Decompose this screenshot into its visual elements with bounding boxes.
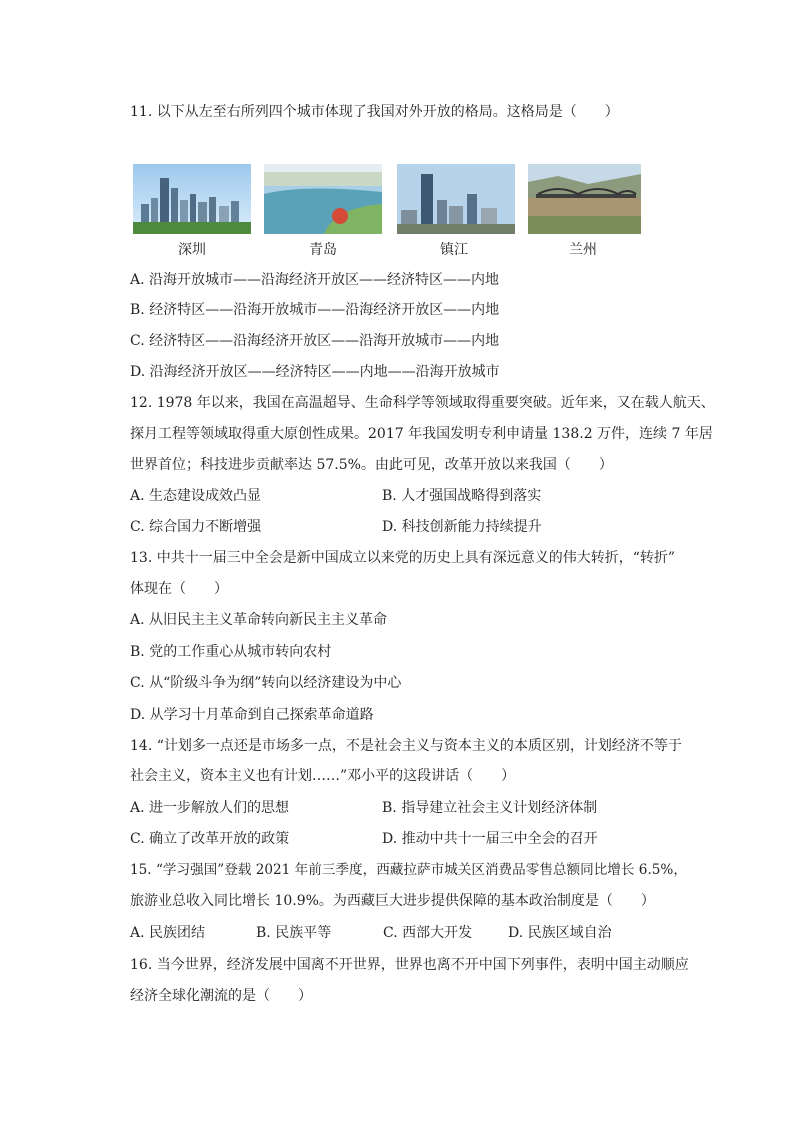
city-caption-lanzhou: 兰州: [569, 242, 597, 258]
q14-stem-line-1: 14. “计划多一点还是市场多一点，不是社会主义与资本主义的本质区别，计划经济不等于: [130, 738, 682, 754]
q11-option-b: B. 经济特区——沿海开放城市——沿海经济开放区——内地: [130, 302, 500, 318]
q13-option-b: B. 党的工作重心从城市转向农村: [130, 644, 332, 660]
q15-stem-line-2: 旅游业总收入同比增长 10.9%。为西藏巨大进步提供保障的基本政治制度是（ ）: [130, 893, 655, 909]
city-caption-shenzhen: 深圳: [178, 242, 206, 258]
qingdao-photo: [264, 164, 382, 234]
q16-stem-line-1: 16. 当今世界，经济发展中国离不开世界，世界也离不开中国下列事件，表明中国主动顺应: [130, 957, 689, 973]
q13-option-d: D. 从学习十月革命到自己探索革命道路: [130, 707, 374, 723]
q14-option-a: A. 进一步解放人们的思想: [130, 800, 290, 816]
q15-option-a: A. 民族团结: [130, 925, 206, 941]
q15-option-d: D. 民族区域自治: [508, 925, 612, 941]
q12-option-c: C. 综合国力不断增强: [130, 519, 262, 535]
city-caption-qingdao: 青岛: [309, 242, 337, 258]
q11-stem: 11. 以下从左至右所列四个城市体现了我国对外开放的格局。这格局是（ ）: [130, 104, 619, 120]
q12-stem-line-2: 探月工程等领域取得重大原创性成果。2017 年我国发明专利申请量 138.2 万件，连续 7 年居: [130, 426, 713, 442]
q15-option-c: C. 西部大开发: [383, 925, 473, 941]
zhenjiang-photo: [397, 164, 515, 234]
q12-option-b: B. 人才强国战略得到落实: [382, 488, 542, 504]
q14-option-d: D. 推动中共十一届三中全会的召开: [382, 831, 598, 847]
q13-option-c: C. 从“阶级斗争为纲”转向以经济建设为中心: [130, 675, 402, 691]
q11-option-c: C. 经济特区——沿海经济开放区——沿海开放城市——内地: [130, 333, 500, 349]
lanzhou-photo: [528, 164, 641, 234]
q13-option-a: A. 从旧民主主义革命转向新民主主义革命: [130, 612, 388, 628]
q12-stem-line-3: 世界首位；科技进步贡献率达 57.5%。由此可见，改革开放以来我国（ ）: [130, 457, 613, 473]
q13-stem-line-1: 13. 中共十一届三中全会是新中国成立以来党的历史上具有深远意义的伟大转折，“转折”: [130, 550, 676, 566]
q14-option-c: C. 确立了改革开放的政策: [130, 831, 290, 847]
city-caption-zhenjiang: 镇江: [440, 242, 468, 258]
q15-option-b: B. 民族平等: [256, 925, 332, 941]
q16-stem-line-2: 经济全球化潮流的是（ ）: [130, 988, 312, 1004]
q14-stem-line-2: 社会主义，资本主义也有计划……”邓小平的这段讲话（ ）: [130, 768, 516, 784]
q12-option-a: A. 生态建设成效凸显: [130, 488, 262, 504]
q12-option-d: D. 科技创新能力持续提升: [382, 519, 542, 535]
q14-option-b: B. 指导建立社会主义计划经济体制: [382, 800, 598, 816]
q11-option-a: A. 沿海开放城市——沿海经济开放区——经济特区——内地: [130, 272, 500, 288]
shenzhen-photo: [133, 164, 251, 234]
q13-stem-line-2: 体现在（ ）: [130, 581, 228, 597]
q12-stem-line-1: 12. 1978 年以来，我国在高温超导、生命科学等领域取得重要突破。近年来，又在载人航天、: [130, 395, 715, 411]
q15-stem-line-1: 15. “学习强国”登载 2021 年前三季度，西藏拉萨市城关区消费品零售总额同比增长 6.5%，: [130, 862, 687, 878]
q11-option-d: D. 沿海经济开放区——经济特区——内地——沿海开放城市: [130, 364, 500, 380]
